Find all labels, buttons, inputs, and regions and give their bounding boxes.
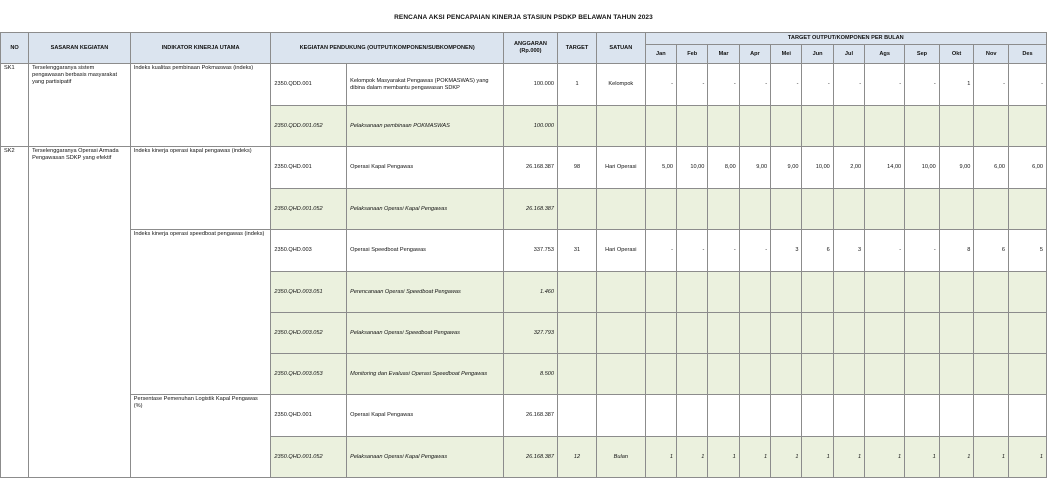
month-target-cell xyxy=(677,106,708,147)
indikator-cell: Indeks kinerja operasi speedboat pengawas (indeks) xyxy=(130,230,271,395)
month-target-cell xyxy=(833,313,864,354)
month-target-cell: 1 xyxy=(739,437,770,478)
month-target-cell xyxy=(708,272,739,313)
satuan-cell xyxy=(596,395,645,437)
month-target-cell xyxy=(771,354,802,395)
komponen-cell: Pelaksanaan Operasi Kapal Pengawas xyxy=(347,437,504,478)
month-target-cell xyxy=(939,354,974,395)
month-target-cell xyxy=(802,106,833,147)
header-no: NO xyxy=(1,33,29,64)
indikator-cell: Indeks kualitas pembinaan Pokmaswas (indeks) xyxy=(130,64,271,147)
month-target-cell: - xyxy=(802,64,833,106)
month-target-cell xyxy=(939,313,974,354)
month-target-cell: 2,00 xyxy=(833,147,864,189)
anggaran-cell: 8.500 xyxy=(503,354,557,395)
month-target-cell xyxy=(1009,354,1047,395)
month-target-cell: - xyxy=(1009,64,1047,106)
month-target-cell xyxy=(802,354,833,395)
month-target-cell xyxy=(645,395,676,437)
month-target-cell: 9,00 xyxy=(739,147,770,189)
month-target-cell: 6,00 xyxy=(1009,147,1047,189)
month-target-cell: - xyxy=(865,64,905,106)
month-target-cell: 3 xyxy=(833,230,864,272)
month-target-cell xyxy=(771,106,802,147)
komponen-cell: Operasi Kapal Pengawas xyxy=(347,147,504,189)
kode-cell: 2350.QHD.001 xyxy=(271,147,347,189)
month-target-cell: - xyxy=(677,230,708,272)
page-title: RENCANA AKSI PENCAPAIAN KINERJA STASIUN PSDKP BELAWAN TAHUN 2023 xyxy=(394,14,653,21)
month-target-cell: - xyxy=(739,230,770,272)
month-target-cell xyxy=(1009,272,1047,313)
month-target-cell xyxy=(771,272,802,313)
month-target-cell: - xyxy=(771,64,802,106)
header-anggaran: ANGGARAN (Rp.000) xyxy=(503,33,557,64)
month-target-cell: 1 xyxy=(1009,437,1047,478)
anggaran-cell: 100.000 xyxy=(503,106,557,147)
month-target-cell xyxy=(708,354,739,395)
komponen-cell: Monitoring dan Evaluasi Operasi Speedboat Pengawas xyxy=(347,354,504,395)
month-target-cell: 5 xyxy=(1009,230,1047,272)
target-cell xyxy=(558,272,597,313)
month-target-cell xyxy=(708,106,739,147)
month-target-cell xyxy=(939,272,974,313)
sasaran-cell: Terselenggaranya Operasi Armada Pengawasan SDKP yang efektif xyxy=(29,147,131,478)
month-target-cell xyxy=(771,313,802,354)
komponen-cell: Pelaksanaan Operasi Kapal Pengawas xyxy=(347,189,504,230)
month-target-cell: - xyxy=(905,230,940,272)
target-cell: 12 xyxy=(558,437,597,478)
month-target-cell xyxy=(677,354,708,395)
header-month: Jun xyxy=(802,45,833,64)
month-target-cell xyxy=(739,106,770,147)
anggaran-cell: 26.168.387 xyxy=(503,189,557,230)
month-target-cell xyxy=(677,395,708,437)
month-target-cell: 1 xyxy=(833,437,864,478)
month-target-cell: 1 xyxy=(802,437,833,478)
month-target-cell: 9,00 xyxy=(939,147,974,189)
anggaran-cell: 26.168.387 xyxy=(503,395,557,437)
satuan-cell xyxy=(596,272,645,313)
month-target-cell xyxy=(708,189,739,230)
output-row xyxy=(1,64,1047,106)
month-target-cell: - xyxy=(708,64,739,106)
header-month: Jan xyxy=(645,45,676,64)
sasaran-cell: Terselenggaranya sistem pengawasan berbasis masyarakat yang partisipatif xyxy=(29,64,131,147)
month-target-cell xyxy=(739,272,770,313)
header-month: Jul xyxy=(833,45,864,64)
satuan-cell: Hari Operasi xyxy=(596,147,645,189)
month-target-cell: 5,00 xyxy=(645,147,676,189)
kode-cell: 2350.QHD.003.053 xyxy=(271,354,347,395)
no-cell: SK2 xyxy=(1,147,29,478)
month-target-cell xyxy=(865,354,905,395)
month-target-cell xyxy=(833,189,864,230)
header-kegiatan: KEGIATAN PENDUKUNG (OUTPUT/KOMPONEN/SUBKOMPONEN) xyxy=(271,33,504,64)
month-target-cell xyxy=(865,395,905,437)
target-cell xyxy=(558,313,597,354)
header-sasaran: SASARAN KEGIATAN xyxy=(29,33,131,64)
month-target-cell: - xyxy=(645,230,676,272)
target-cell xyxy=(558,106,597,147)
output-row xyxy=(1,395,1047,437)
month-target-cell xyxy=(974,272,1009,313)
month-target-cell: 1 xyxy=(905,437,940,478)
month-target-cell: 1 xyxy=(645,437,676,478)
month-target-cell xyxy=(739,313,770,354)
month-target-cell: 6,00 xyxy=(974,147,1009,189)
anggaran-cell: 327.793 xyxy=(503,313,557,354)
month-target-cell: - xyxy=(739,64,770,106)
month-target-cell xyxy=(974,395,1009,437)
month-target-cell xyxy=(865,272,905,313)
kode-cell: 2350.QHD.003 xyxy=(271,230,347,272)
month-target-cell xyxy=(802,313,833,354)
anggaran-cell: 337.753 xyxy=(503,230,557,272)
month-target-cell xyxy=(771,189,802,230)
kode-cell: 2350.QHD.001 xyxy=(271,395,347,437)
month-target-cell xyxy=(905,354,940,395)
month-target-cell xyxy=(865,106,905,147)
month-target-cell xyxy=(1009,189,1047,230)
month-target-cell xyxy=(939,106,974,147)
month-target-cell xyxy=(771,395,802,437)
indikator-cell: Persentase Pemenuhan Logistik Kapal Pengawas (%) xyxy=(130,395,271,478)
month-target-cell xyxy=(739,354,770,395)
month-target-cell: 1 xyxy=(939,437,974,478)
satuan-cell xyxy=(596,106,645,147)
month-target-cell: 14,00 xyxy=(865,147,905,189)
komponen-cell: Perencanaan Operasi Speedboat Pengawas xyxy=(347,272,504,313)
output-row xyxy=(1,230,1047,272)
header-indikator: INDIKATOR KINERJA UTAMA xyxy=(130,33,271,64)
month-target-cell xyxy=(739,395,770,437)
kode-cell: 2350.QDD.001 xyxy=(271,64,347,106)
month-target-cell: 1 xyxy=(865,437,905,478)
month-target-cell: - xyxy=(708,230,739,272)
header-target-per-bulan: TARGET OUTPUT/KOMPONEN PER BULAN xyxy=(645,33,1046,45)
month-target-cell xyxy=(802,189,833,230)
month-target-cell: 6 xyxy=(802,230,833,272)
month-target-cell: 8 xyxy=(939,230,974,272)
month-target-cell xyxy=(939,189,974,230)
komponen-cell: Pelaksanaan Operasi Speedboat Pengawas xyxy=(347,313,504,354)
month-target-cell: 1 xyxy=(677,437,708,478)
month-target-cell xyxy=(905,395,940,437)
month-target-cell: 3 xyxy=(771,230,802,272)
satuan-cell: Bulan xyxy=(596,437,645,478)
month-target-cell xyxy=(905,106,940,147)
month-target-cell xyxy=(974,354,1009,395)
month-target-cell xyxy=(974,106,1009,147)
anggaran-cell: 100.000 xyxy=(503,64,557,106)
month-target-cell xyxy=(974,189,1009,230)
month-target-cell: - xyxy=(905,64,940,106)
satuan-cell: Kelompok xyxy=(596,64,645,106)
komponen-cell: Kelompok Masyarakat Pengawas (POKMASWAS) yang dibina dalam membantu pengawasan SDKP xyxy=(347,64,504,106)
header-month: Okt xyxy=(939,45,974,64)
month-target-cell xyxy=(833,272,864,313)
no-cell: SK1 xyxy=(1,64,29,147)
month-target-cell: - xyxy=(677,64,708,106)
month-target-cell xyxy=(645,189,676,230)
month-target-cell: - xyxy=(865,230,905,272)
month-target-cell: 9,00 xyxy=(771,147,802,189)
month-target-cell xyxy=(833,106,864,147)
header-month: Nov xyxy=(974,45,1009,64)
month-target-cell xyxy=(645,354,676,395)
month-target-cell xyxy=(645,106,676,147)
anggaran-cell: 26.168.387 xyxy=(503,147,557,189)
target-cell xyxy=(558,354,597,395)
satuan-cell xyxy=(596,354,645,395)
komponen-cell: Pelaksanaan pembinaan POKMASWAS xyxy=(347,106,504,147)
header-month: Mar xyxy=(708,45,739,64)
month-target-cell xyxy=(905,272,940,313)
kode-cell: 2350.QHD.001.052 xyxy=(271,189,347,230)
month-target-cell xyxy=(905,189,940,230)
month-target-cell xyxy=(865,313,905,354)
indikator-cell: Indeks kinerja operasi kapal pengawas (indeks) xyxy=(130,147,271,230)
target-cell: 31 xyxy=(558,230,597,272)
target-cell: 1 xyxy=(558,64,597,106)
month-target-cell: - xyxy=(974,64,1009,106)
month-target-cell xyxy=(802,395,833,437)
kode-cell: 2350.QHD.003.051 xyxy=(271,272,347,313)
month-target-cell xyxy=(708,395,739,437)
month-target-cell xyxy=(677,272,708,313)
month-target-cell: 6 xyxy=(974,230,1009,272)
header-month: Ags xyxy=(865,45,905,64)
month-target-cell xyxy=(1009,313,1047,354)
month-target-cell: 1 xyxy=(708,437,739,478)
header-month: Mei xyxy=(771,45,802,64)
header-month: Des xyxy=(1009,45,1047,64)
month-target-cell: 1 xyxy=(974,437,1009,478)
month-target-cell: 1 xyxy=(771,437,802,478)
header-month: Apr xyxy=(739,45,770,64)
month-target-cell xyxy=(645,272,676,313)
month-target-cell xyxy=(833,395,864,437)
month-target-cell xyxy=(1009,106,1047,147)
month-target-cell xyxy=(802,272,833,313)
kode-cell: 2350.QHD.003.052 xyxy=(271,313,347,354)
month-target-cell xyxy=(905,313,940,354)
anggaran-cell: 1.460 xyxy=(503,272,557,313)
header-target: TARGET xyxy=(558,33,597,64)
month-target-cell: 10,00 xyxy=(905,147,940,189)
anggaran-cell: 26.168.387 xyxy=(503,437,557,478)
month-target-cell xyxy=(739,189,770,230)
header-month: Sep xyxy=(905,45,940,64)
month-target-cell: - xyxy=(833,64,864,106)
month-target-cell: - xyxy=(645,64,676,106)
month-target-cell xyxy=(865,189,905,230)
month-target-cell xyxy=(974,313,1009,354)
komponen-cell: Operasi Speedboat Pengawas xyxy=(347,230,504,272)
month-target-cell: 10,00 xyxy=(802,147,833,189)
target-cell xyxy=(558,395,597,437)
month-target-cell xyxy=(677,313,708,354)
komponen-cell: Operasi Kapal Pengawas xyxy=(347,395,504,437)
month-target-cell xyxy=(645,313,676,354)
month-target-cell xyxy=(708,313,739,354)
month-target-cell: 10,00 xyxy=(677,147,708,189)
header-month: Feb xyxy=(677,45,708,64)
month-target-cell xyxy=(677,189,708,230)
target-cell xyxy=(558,189,597,230)
satuan-cell xyxy=(596,313,645,354)
satuan-cell xyxy=(596,189,645,230)
output-row xyxy=(1,147,1047,189)
kode-cell: 2350.QDD.001.052 xyxy=(271,106,347,147)
month-target-cell xyxy=(1009,395,1047,437)
kode-cell: 2350.QHD.001.052 xyxy=(271,437,347,478)
action-plan-table xyxy=(0,32,1047,478)
header-satuan: SATUAN xyxy=(596,33,645,64)
satuan-cell: Hari Operasi xyxy=(596,230,645,272)
month-target-cell: 8,00 xyxy=(708,147,739,189)
month-target-cell: 1 xyxy=(939,64,974,106)
month-target-cell xyxy=(833,354,864,395)
month-target-cell xyxy=(939,395,974,437)
target-cell: 98 xyxy=(558,147,597,189)
